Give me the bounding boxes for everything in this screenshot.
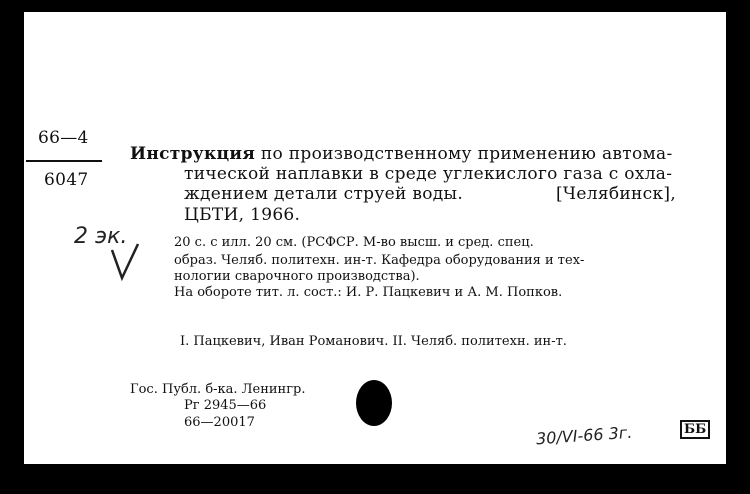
title-line-3: ждением детали струей воды. [184,184,464,204]
handwritten-margin-note: 2 эк. [74,224,128,249]
catalog-card [24,12,726,464]
title-line-4: ЦБТИ, 1966. [184,205,301,225]
holder-line-2: Рг 2945—66 [184,398,267,413]
collation-line-2: образ. Челяб. политехн. ин-т. Кафедра оборудования и тех- [174,253,585,268]
collation-line-4: На обороте тит. л. сост.: И. Р. Пацкевич и А. М. Попков. [174,285,563,300]
call-number-bottom: 6047 [44,170,89,190]
title-line-1 [130,144,673,164]
title-line-1-rest: по производственному применению автома- [260,144,673,164]
stamp-mark: ББ [680,420,710,439]
handwritten-date: 30/VI-66 3г. [535,422,633,449]
call-number-top: 66—4 [38,128,89,148]
checkmark-icon [110,242,140,282]
ink-blot [356,380,392,426]
call-number-rule [26,160,102,162]
tracing-line: I. Пацкевич, Иван Романович. II. Челяб. политехн. ин-т. [180,334,567,349]
collation-line-3: нологии сварочного производства). [174,269,420,284]
title-place: [Челябинск], [556,184,677,204]
title-bold-word: Инструкция [130,144,256,164]
collation-line-1: 20 с. с илл. 20 см. (РСФСР. М-во высш. и сред. спец. [174,235,534,250]
title-line-2: тической наплавки в среде углекислого газа с охла- [184,164,673,184]
holder-line-3: 66—20017 [184,415,255,430]
holder-line-1: Гос. Публ. б-ка. Ленингр. [130,382,306,397]
